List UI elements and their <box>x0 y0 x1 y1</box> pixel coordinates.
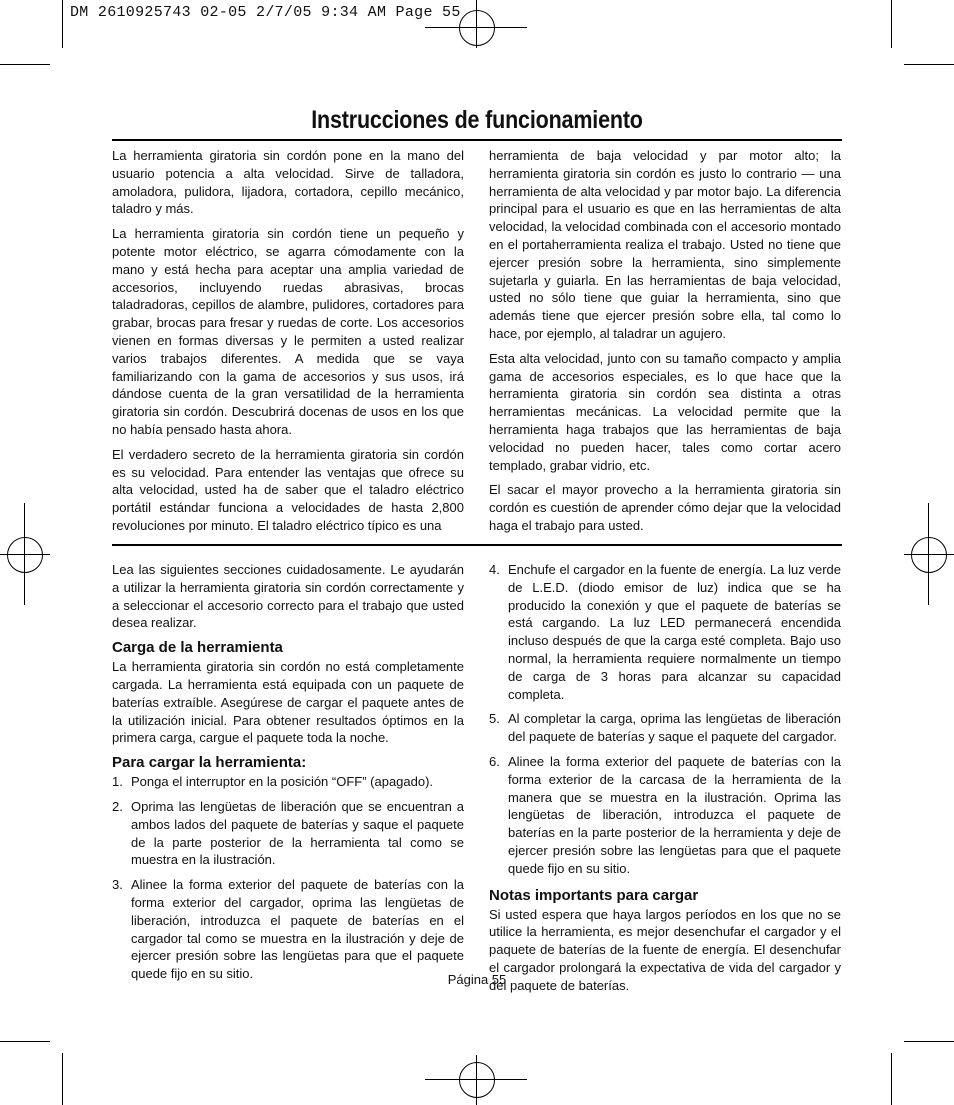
steps-list-continued <box>489 561 841 878</box>
crop-mark-tr-v <box>891 0 892 48</box>
paragraph: La herramienta giratoria sin cordón no está completamente cargada. La herramienta está equipada con un paquete de baterías extraíble. Asegúrese de cargar el paquete antes de la utilización inicial. Para obtener resultados óptimos en la primera carga, cargue el paquete toda la noche. <box>112 659 464 746</box>
page-title: Instrucciones de funcionamiento <box>311 106 643 134</box>
step-number: 3. <box>112 877 123 893</box>
paragraph: Si usted espera que haya largos períodos en los que no se utilice la herramienta, es mejor desenchufar el cargador y el paquete de baterías de la fuente de energía. El desenchufar el cargador prolongará la expectativa de vida del cargador y del paquete de baterías. <box>489 906 841 993</box>
step-number: 2. <box>112 798 123 814</box>
bottom-left-column <box>112 561 464 990</box>
page-number: Página 55 <box>447 972 507 987</box>
paragraph: La herramienta giratoria sin cordón tiene un pequeño y potente motor eléctrico, se agarra cómodamente con la mano y está hecha para aceptar una amplia variedad de accesorios, incluyendo ruedas abrasivas, brocas taladradoras, cepillos de alambre, pulidores, cortadores para grabar, brocas para fresar y ruedas de corte. Los accesorios vienen en formas diversas y le permiten a usted realizar varios trabajos diferentes. A medida que se vaya familiarizando con la gama de accesorios y sus usos, irá dándose cuenta de la gran versatilidad de la herramienta giratoria sin cordón. Descubrirá docenas de usos en los que no había pensado hasta ahora. <box>112 226 464 437</box>
crop-mark-br-h <box>904 1041 954 1042</box>
bottom-right-column <box>489 561 841 1002</box>
printer-slug: DM 2610925743 02-05 2/7/05 9:34 AM Page 55 <box>70 4 461 21</box>
step-number: 5. <box>489 711 500 727</box>
paragraph: herramienta de baja velocidad y par motor alto; la herramienta giratoria sin cordón es justo lo contrario — una herramienta de alta velocidad y par motor bajo. La diferencia principal para el usuario es que en las herramientas de alta velocidad, la velocidad combinada con el accesorio montado en el portaherramienta realiza el trabajo. Usted no tiene que ejercer presión sobre la herramienta, sino simplemente sujetarla y guiarla. En las herramientas de baja velocidad, usted no sólo tiene que guiar la herramienta, sino que además tiene que ejercer presión sobre ella, tal como lo hace, por ejemplo, al taladrar un agujero. <box>489 148 841 341</box>
step-number: 6. <box>489 753 500 769</box>
crop-mark-tl-v <box>62 0 63 48</box>
section-heading-notas: Notas importants para cargar <box>489 886 699 904</box>
step-text: Alinee la forma exterior del paquete de baterías con la forma exterior de la carcasa de la herramienta de la manera que se muestra en la ilustración. Oprima las lengüetas de liberación, introduzca el paquete de baterías en la parte posterior de la herramienta y deje de ejercer presión sobre las lengüetas para que el paquete quede fijo en su sitio. <box>508 753 841 876</box>
list-item <box>112 798 464 869</box>
top-left-column <box>112 147 464 542</box>
list-item <box>489 561 841 703</box>
intro-paragraph: Lea las siguientes secciones cuidadosamente. Le ayudarán a utilizar la herramienta giratoria sin cordón correctamente y a seleccionar el accesorio correcto para el trabajo que usted desea realizar. <box>112 562 464 631</box>
step-text: Al completar la carga, oprima las lengüetas de liberación del paquete de baterías y saque el paquete del cargador. <box>508 711 841 745</box>
step-text: Alinee la forma exterior del paquete de baterías con la forma exterior del cargador, oprima las lengüetas de liberación, introduzca el paquete de baterías en el cargador tal como se muestra en la ilustración y deje de ejercer presión sobre las lengüetas para que el paquete quede fijo en su sitio. <box>131 877 464 982</box>
title-rule <box>112 139 842 141</box>
list-item <box>112 773 464 791</box>
step-text: Enchufe el cargador en la fuente de energía. La luz verde de L.E.D. (diodo emisor de luz) indica que se ha producido la conexión y que el paquete de baterías se está cargando. La luz LED permanecerá encendida incluso después de que la carga esté completa. Bajo uso normal, la herramienta requiere normalmente un tiempo de carga de 3 horas para alcanzar su capacidad completa. <box>508 562 841 702</box>
section-heading-carga: Carga de la herramienta <box>112 639 283 657</box>
crop-mark-tr-h <box>904 64 954 65</box>
paragraph: El sacar el mayor provecho a la herramienta giratoria sin cordón es cuestión de aprender cómo dejar que la velocidad haga el trabajo para usted. <box>489 482 841 533</box>
step-text: Oprima las lengüetas de liberación que se encuentran a ambos lados del paquete de baterías y saque el paquete de la parte posterior de la herramienta tal como se muestra en la ilustración. <box>131 798 464 868</box>
paragraph: Esta alta velocidad, junto con su tamaño compacto y amplia gama de accesorios especiales, es lo que hace que la herramienta giratoria sin cordón sea distinta a otras herramientas mecánicas. La velocidad permite que la herramienta haga trabajos que las herramientas de baja velocidad no pueden hacer, tales como cortar acero templado, grabar vidrio, etc. <box>489 350 841 473</box>
step-text: Ponga el interruptor en la posición “OFF” (apagado). <box>131 774 434 790</box>
step-number: 4. <box>489 562 500 577</box>
paragraph: El verdadero secreto de la herramienta giratoria sin cordón es su velocidad. Para entender las ventajas que ofrece su alta velocidad, usted ha de saber que el taladro eléctrico portátil estándar funciona a velocidades de hasta 2,800 revoluciones por minuto. El taladro eléctrico típico es una <box>112 446 464 533</box>
crop-mark-tl-h <box>0 64 50 65</box>
section-heading-para-cargar: Para cargar la herramienta: <box>112 754 307 772</box>
crop-mark-bl-h <box>0 1041 50 1042</box>
list-item <box>112 876 464 983</box>
step-number: 1. <box>112 774 123 790</box>
paragraph: La herramienta giratoria sin cordón pone en la mano del usuario potencia a alta velocidad. Sirve de talladora, amoladora, pulidora, lijadora, cortadora, cepillo mecánico, taladro y más. <box>112 148 464 217</box>
steps-list <box>112 773 464 983</box>
section-rule <box>112 544 842 546</box>
top-right-column <box>489 147 841 542</box>
crop-mark-br-v <box>891 1053 892 1105</box>
list-item <box>489 710 841 746</box>
crop-mark-bl-v <box>62 1053 63 1105</box>
list-item <box>489 753 841 878</box>
